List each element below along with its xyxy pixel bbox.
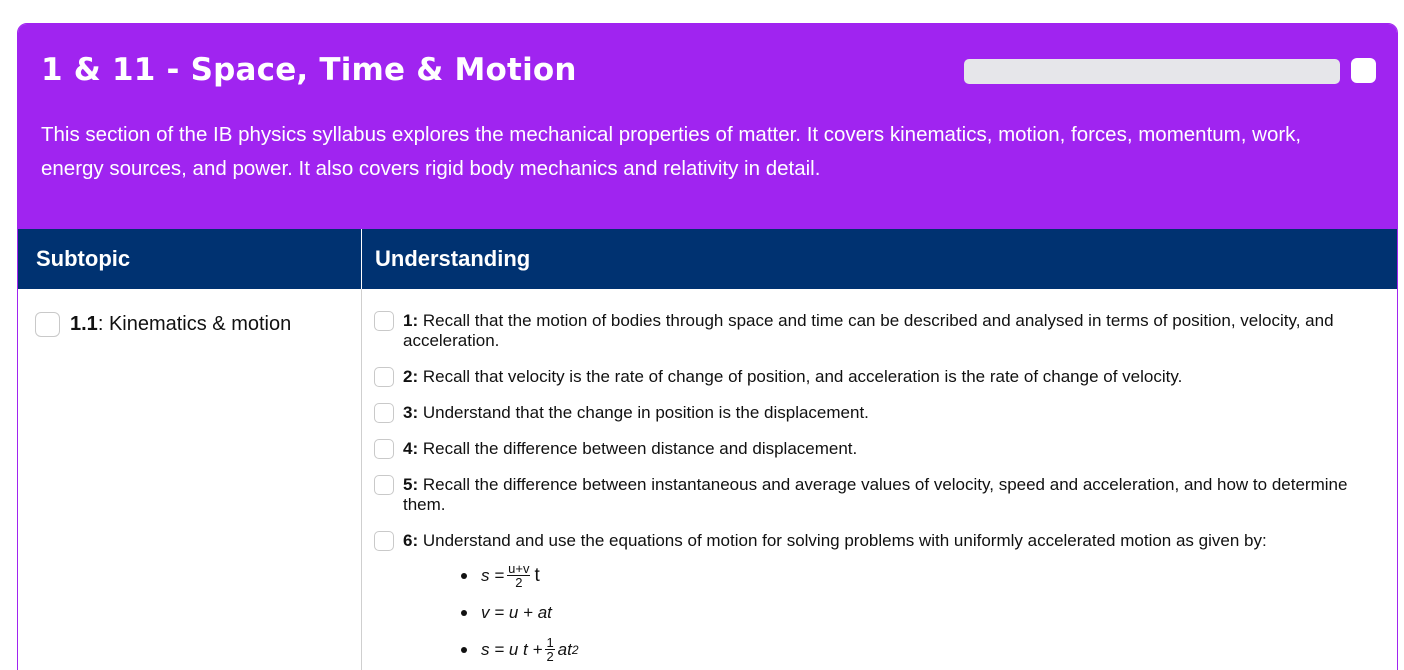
- section-complete-checkbox[interactable]: [1351, 58, 1376, 83]
- eq-tail: t: [534, 564, 540, 586]
- understanding-checkbox[interactable]: [374, 475, 394, 495]
- table-header: [18, 229, 1397, 289]
- eq-superscript: 2: [571, 642, 579, 657]
- equation-item: [459, 557, 1267, 594]
- section-description: This section of the IB physics syllabus explores the mechanical properties of matter. It covers kinematics, motion, forces, momentum, work, energy sources, and power. It also covers rigid body mechanics and relativity in detail.: [41, 123, 1302, 180]
- understanding-text: Recall that velocity is the rate of change of position, and acceleration is the rate of change of velocity.: [418, 367, 1183, 386]
- understanding-checkbox[interactable]: [374, 311, 394, 331]
- eq-text: v = u + at: [481, 602, 552, 622]
- understanding-item: [374, 475, 1384, 515]
- column-header-understanding: Understanding: [375, 246, 531, 271]
- subtopic-sep: :: [97, 313, 109, 335]
- understanding-item: [374, 311, 1384, 351]
- understanding-list: [374, 311, 1384, 668]
- header-divider: [361, 229, 362, 289]
- fraction-denominator: 2: [515, 575, 523, 590]
- understanding-text: Recall that the motion of bodies through space and time can be described and analysed in terms of position, velocity, and acceleration.: [403, 311, 1334, 350]
- understanding-number: 5:: [403, 475, 419, 494]
- understanding-checkbox[interactable]: [374, 439, 394, 459]
- understanding-text: Understand and use the equations of motion for solving problems with uniformly accelerated motion as given by:: [418, 531, 1267, 550]
- eq-lhs: s = u t +: [481, 639, 543, 659]
- equation-list: [459, 557, 1267, 668]
- fraction-numerator: 1: [546, 635, 554, 650]
- understanding-item: [374, 403, 1384, 423]
- eq-tail: at: [557, 639, 572, 659]
- understanding-text: Understand that the change in position is the displacement.: [418, 403, 869, 422]
- section-progress-bar: [964, 59, 1340, 84]
- understanding-text: Recall the difference between distance and displacement.: [418, 439, 858, 458]
- column-header-subtopic: Subtopic: [36, 246, 131, 271]
- fraction-denominator: 2: [546, 649, 554, 664]
- table-body: [18, 289, 1397, 670]
- understanding-item: [374, 439, 1384, 459]
- equation-item: [459, 631, 1267, 668]
- understanding-number: 2:: [403, 367, 419, 386]
- understanding-number: 1:: [403, 311, 419, 330]
- understanding-checkbox[interactable]: [374, 367, 394, 387]
- column-divider: [361, 289, 362, 670]
- fraction-numerator: u+v: [508, 561, 530, 576]
- understanding-number: 6:: [403, 531, 419, 550]
- equation-item: [459, 594, 1267, 631]
- subtopic-name: Kinematics & motion: [108, 313, 292, 335]
- understanding-checkbox[interactable]: [374, 403, 394, 423]
- understanding-checkbox[interactable]: [374, 531, 394, 551]
- subtopic-label: [70, 313, 291, 336]
- section-title: 1 & 11 - Space, Time & Motion: [41, 52, 577, 88]
- fraction: [507, 562, 530, 589]
- subtopic-checkbox[interactable]: [35, 312, 60, 337]
- section-header: [18, 24, 1397, 229]
- understanding-number: 3:: [403, 403, 419, 422]
- section-card: [17, 23, 1398, 670]
- understanding-text: Recall the difference between instantaneous and average values of velocity, speed and acceleration, and how to determine them.: [403, 475, 1348, 514]
- understanding-item: [374, 367, 1384, 387]
- eq-lhs: s =: [481, 565, 505, 585]
- understanding-number: 4:: [403, 439, 419, 458]
- understanding-item: [374, 531, 1384, 668]
- subtopic-row: [35, 312, 291, 337]
- subtopic-code: 1.1: [70, 313, 98, 335]
- fraction: [545, 636, 554, 663]
